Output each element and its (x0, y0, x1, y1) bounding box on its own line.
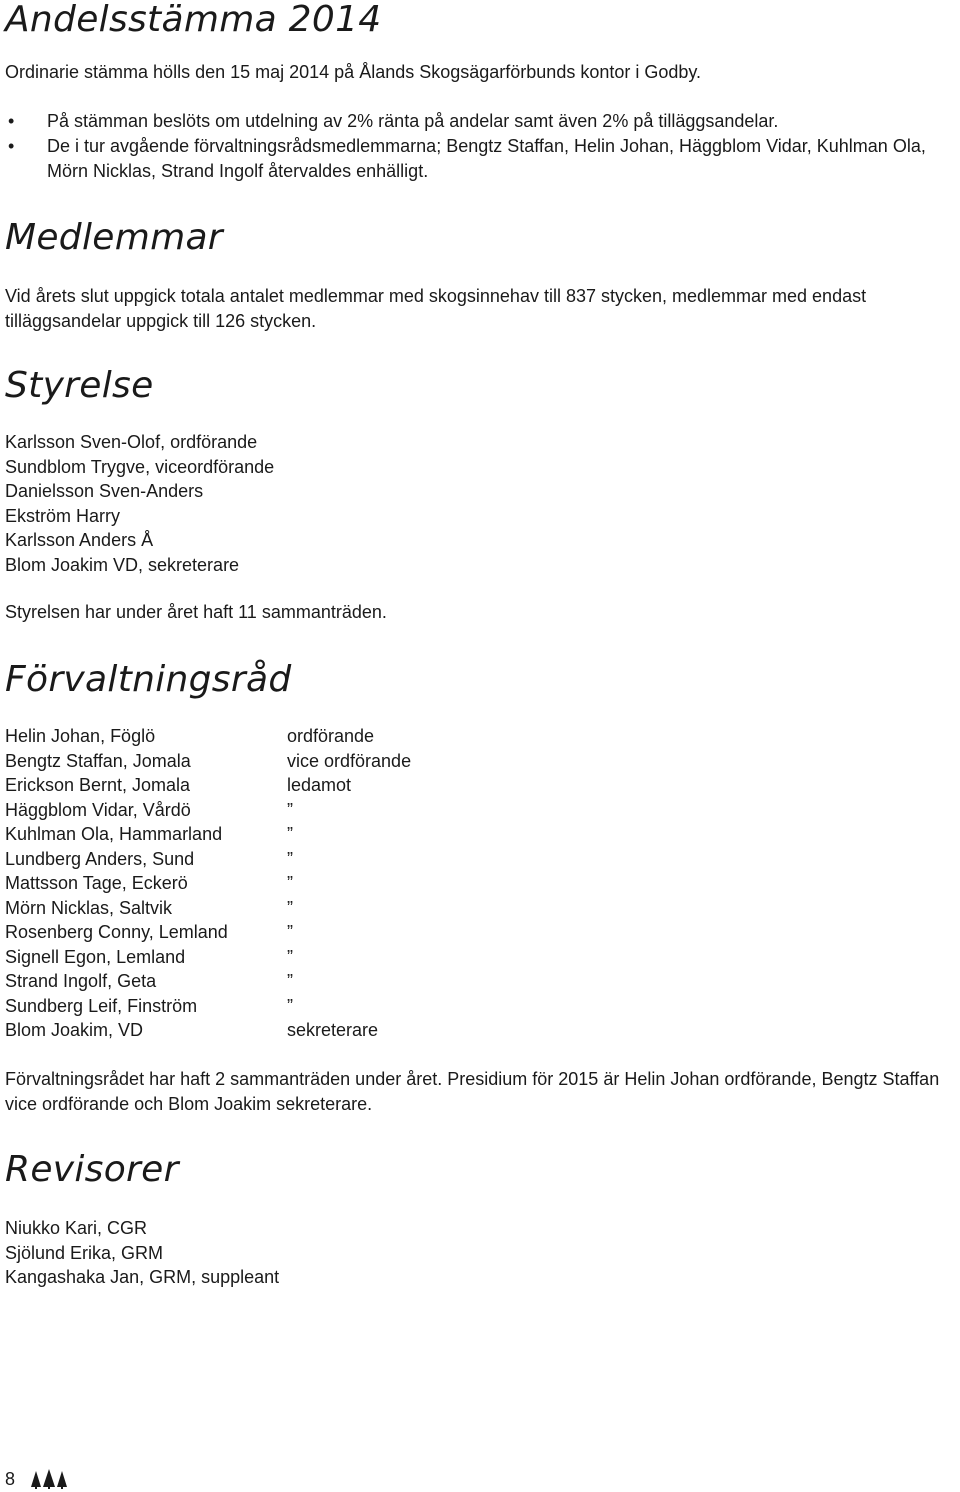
council-member-name: Häggblom Vidar, Vårdö (5, 799, 191, 820)
council-row (5, 969, 411, 994)
council-member-name: Kuhlman Ola, Hammarland (5, 824, 223, 844)
council-row (5, 749, 411, 774)
council-member-role: ” (287, 897, 293, 918)
council-row (5, 871, 411, 896)
council-section (5, 660, 960, 1117)
board-heading: Styrelse (5, 365, 154, 406)
annual-meeting-section (5, 0, 960, 184)
council-member-role: ” (287, 995, 293, 1016)
members-text: Vid årets slut uppgick totala antalet medlemmar med skogsinnehav till 837 stycken, medlemmar med endast tilläggsandelar uppgick till 126 stycken. (5, 286, 867, 331)
council-row (5, 724, 411, 749)
council-member-name: Mattsson Tage, Eckerö (5, 873, 188, 893)
council-row (5, 847, 411, 872)
council-member-name: Blom Joakim, VD (5, 1020, 144, 1040)
council-member-name: Rosenberg Conny, Lemland (5, 922, 228, 942)
council-member-name: Signell Egon, Lemland (5, 946, 186, 967)
council-row (5, 920, 411, 945)
auditor: Sjölund Erika, GRM (5, 1242, 164, 1263)
auditors-section (5, 1150, 960, 1290)
bullet-text: På stämman beslöts om utdelning av 2% ränta på andelar samt även 2% på tilläggsandelar. (47, 111, 779, 131)
annual-meeting-heading: Andelsstämma 2014 (5, 0, 382, 40)
board-member: Karlsson Anders Å (5, 530, 154, 550)
board-member: Sundblom Trygve, viceordförande (5, 456, 275, 477)
council-member-name: Strand Ingolf, Geta (5, 971, 157, 991)
auditors-list (5, 1216, 960, 1290)
annual-meeting-intro: Ordinarie stämma hölls den 15 maj 2014 på Ålands Skogsägarförbunds kontor i Godby. (5, 62, 702, 82)
auditor: Kangashaka Jan, GRM, suppleant (5, 1267, 280, 1287)
council-member-role: ” (287, 971, 293, 991)
council-member-role: ” (287, 848, 293, 869)
board-member: Ekström Harry (5, 505, 121, 526)
council-row (5, 994, 411, 1019)
board-member: Danielsson Sven-Anders (5, 481, 204, 501)
bullet-item (5, 109, 960, 134)
council-member-name: Erickson Bernt, Jomala (5, 775, 191, 795)
council-row (5, 945, 411, 970)
members-section (5, 218, 960, 334)
bullet-icon: • (8, 136, 15, 156)
council-member-role: ” (287, 922, 293, 942)
page-number: 8 (5, 1469, 16, 1489)
council-member-name: Lundberg Anders, Sund (5, 848, 195, 869)
bullet-item (5, 134, 960, 184)
council-heading: Förvaltningsråd (5, 659, 292, 700)
auditor: Niukko Kari, CGR (5, 1218, 148, 1238)
council-member-role: ” (287, 824, 293, 844)
bullet-text: De i tur avgående förvaltningsrådsmedlemmarna; Bengtz Staffan, Helin Johan, Häggblom Vidar, Kuhlman Ola, Mörn Nicklas, Strand Ingolf återvaldes enhälligt. (47, 136, 926, 181)
board-member: Karlsson Sven-Olof, ordförande (5, 432, 258, 452)
council-member-role: ordförande (287, 726, 375, 746)
council-row (5, 773, 411, 798)
council-member-name: Bengtz Staffan, Jomala (5, 750, 191, 771)
board-section (5, 366, 960, 625)
board-member: Blom Joakim VD, sekreterare (5, 554, 240, 575)
page-footer (5, 1466, 67, 1492)
council-row (5, 822, 411, 847)
annual-meeting-bullets (5, 109, 960, 184)
council-row (5, 798, 411, 823)
board-meetings-note: Styrelsen har under året haft 11 sammanträden. (5, 602, 387, 622)
council-note: Förvaltningsrådet har haft 2 sammanträden under året. Presidium för 2015 är Helin Johan ordförande, Bengtz Staffan vice ordförande och Blom Joakim sekreterare. (5, 1068, 940, 1114)
council-member-name: Mörn Nicklas, Saltvik (5, 897, 173, 918)
council-row (5, 1018, 411, 1043)
council-member-role: vice ordförande (287, 750, 412, 771)
auditors-heading: Revisorer (5, 1149, 179, 1190)
members-heading: Medlemmar (5, 217, 223, 258)
council-member-role: ” (287, 873, 293, 893)
council-member-name: Helin Johan, Föglö (5, 726, 156, 746)
three-trees-icon (31, 1469, 67, 1489)
council-member-name: Sundberg Leif, Finström (5, 995, 198, 1016)
council-member-role: ” (287, 799, 293, 820)
council-table (5, 724, 411, 1043)
bullet-icon: • (8, 111, 15, 131)
council-member-role: sekreterare (287, 1020, 379, 1040)
council-member-role: ledamot (287, 775, 352, 795)
council-member-role: ” (287, 946, 293, 967)
board-list (5, 430, 960, 577)
council-row (5, 896, 411, 921)
